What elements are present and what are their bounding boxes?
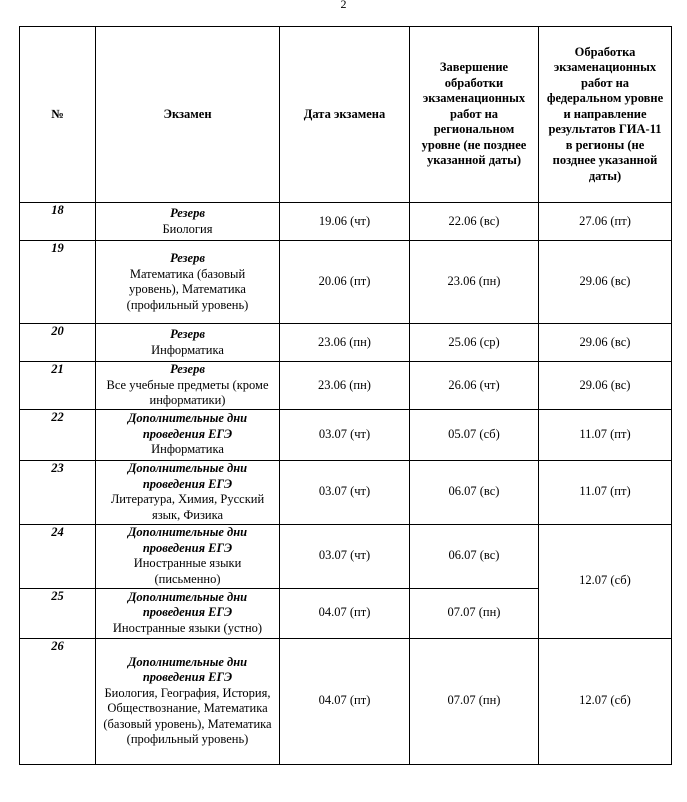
exam-title: Резерв	[170, 251, 205, 265]
regional-deadline: 06.07 (вс)	[410, 524, 539, 588]
row-number: 26	[20, 638, 96, 764]
federal-deadline: 11.07 (пт)	[539, 460, 672, 524]
table-row	[20, 324, 672, 362]
table-row	[20, 241, 672, 324]
exam-cell	[96, 524, 280, 588]
federal-deadline: 27.06 (пт)	[539, 203, 672, 241]
exam-date: 03.07 (чт)	[280, 524, 410, 588]
exam-cell	[96, 362, 280, 410]
row-number: 19	[20, 241, 96, 324]
exam-date: 04.07 (пт)	[280, 588, 410, 638]
exam-title: Резерв	[170, 206, 205, 220]
exam-date: 19.06 (чт)	[280, 203, 410, 241]
row-number: 22	[20, 409, 96, 460]
regional-deadline: 06.07 (вс)	[410, 460, 539, 524]
exam-title: Резерв	[170, 327, 205, 341]
exam-subject: Информатика	[151, 442, 224, 457]
exam-title: Дополнительные дни проведения ЕГЭ	[127, 525, 248, 555]
exam-cell	[96, 638, 280, 764]
exam-subject: Математика (базовый уровень), Математика (профильный уровень)	[126, 266, 249, 312]
row-number: 24	[20, 524, 96, 588]
header-federal: Обработка экзаменационных работ на федеральном уровне и направление результатов ГИА-11 в регионы (не позднее указанной даты)	[539, 27, 672, 203]
page-number: 2	[340, 0, 347, 8]
exam-title: Дополнительные дни проведения ЕГЭ	[127, 589, 248, 620]
regional-deadline: 07.07 (пн)	[410, 588, 539, 638]
row-number: 25	[20, 588, 96, 638]
table-row	[20, 362, 672, 410]
exam-date: 23.06 (пн)	[280, 324, 410, 362]
header-date: Дата экзамена	[280, 27, 410, 203]
header-exam: Экзамен	[96, 27, 280, 203]
table-row	[20, 203, 672, 241]
exam-subject: Биология, География, История, Обществознание, Математика (базовый уровень), Математика (профильный уровень)	[103, 685, 272, 746]
regional-deadline: 22.06 (вс)	[410, 203, 539, 241]
table-row	[20, 409, 672, 460]
exam-subject: Литература, Химия, Русский язык, Физика	[110, 492, 265, 522]
federal-deadline: 29.06 (вс)	[539, 324, 672, 362]
table-row	[20, 638, 672, 764]
federal-deadline: 29.06 (вс)	[539, 362, 672, 410]
row-number: 20	[20, 324, 96, 362]
federal-deadline: 12.07 (сб)	[539, 638, 672, 764]
exam-cell	[96, 460, 280, 524]
regional-deadline: 25.06 (ср)	[410, 324, 539, 362]
header-regional: Завершение обработки экзаменационных работ на региональном уровне (не позднее указанной даты)	[410, 27, 539, 203]
exam-title: Резерв	[170, 362, 205, 376]
exam-subject: Все учебные предметы (кроме информатики)	[106, 377, 269, 407]
exam-title: Дополнительные дни проведения ЕГЭ	[127, 461, 248, 491]
exam-subject: Иностранные языки (письменно)	[133, 556, 242, 586]
federal-deadline: 12.07 (сб)	[539, 524, 672, 638]
regional-deadline: 26.06 (чт)	[410, 362, 539, 410]
header-num: №	[20, 27, 96, 203]
header-row	[20, 27, 672, 203]
exam-title: Дополнительные дни проведения ЕГЭ	[127, 654, 248, 684]
federal-deadline: 29.06 (вс)	[539, 241, 672, 324]
exam-subject: Иностранные языки (устно)	[112, 620, 263, 635]
federal-deadline: 11.07 (пт)	[539, 409, 672, 460]
exam-cell	[96, 409, 280, 460]
row-number: 23	[20, 460, 96, 524]
exam-subject: Информатика	[151, 342, 224, 357]
exam-date: 03.07 (чт)	[280, 409, 410, 460]
exam-cell	[96, 324, 280, 362]
regional-deadline: 07.07 (пн)	[410, 638, 539, 764]
exam-date: 23.06 (пн)	[280, 362, 410, 410]
exam-subject: Биология	[162, 221, 213, 236]
table-row	[20, 460, 672, 524]
exam-cell	[96, 241, 280, 324]
exam-date: 04.07 (пт)	[280, 638, 410, 764]
exam-schedule-table	[19, 26, 672, 765]
exam-cell	[96, 588, 280, 638]
exam-date: 20.06 (пт)	[280, 241, 410, 324]
regional-deadline: 05.07 (сб)	[410, 409, 539, 460]
table-row	[20, 524, 672, 588]
exam-date: 03.07 (чт)	[280, 460, 410, 524]
exam-title: Дополнительные дни проведения ЕГЭ	[127, 411, 248, 441]
exam-cell	[96, 203, 280, 241]
row-number: 18	[20, 203, 96, 241]
regional-deadline: 23.06 (пн)	[410, 241, 539, 324]
row-number: 21	[20, 362, 96, 410]
